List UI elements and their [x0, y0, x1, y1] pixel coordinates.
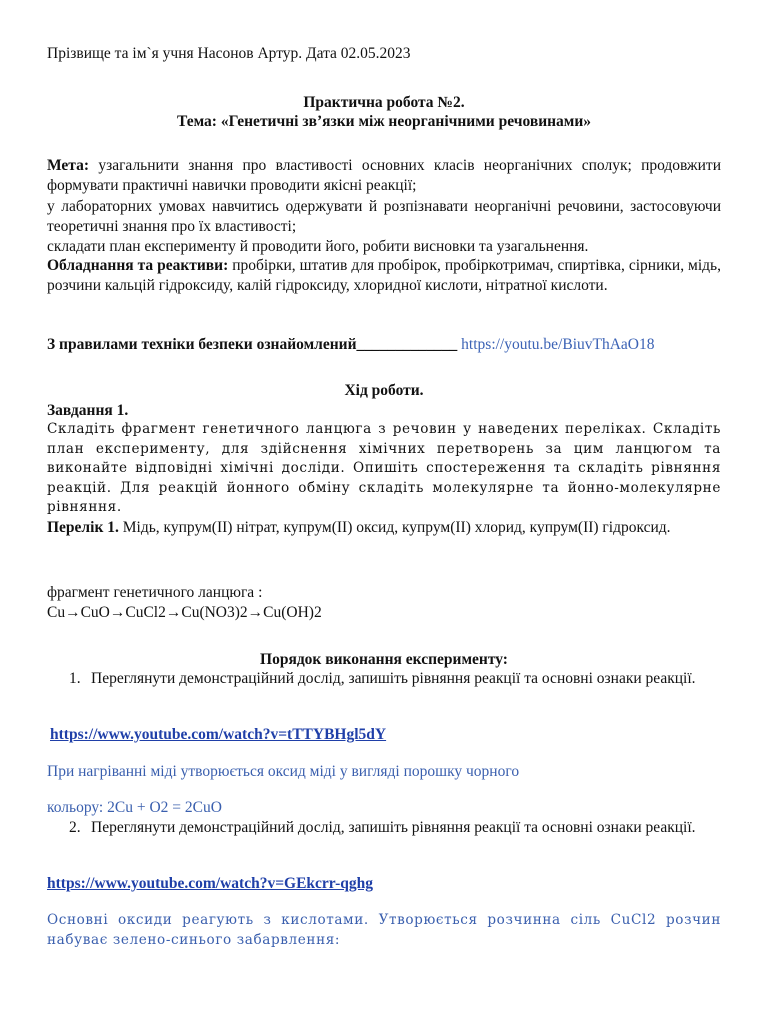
goal-line-2: у лабораторних умовах навчитись одержувати й розпізнавати неорганічні речовини, застосовуючи теоретичні знання про їх властивості; [47, 198, 721, 235]
safety-line [47, 335, 721, 355]
youtube-link-2[interactable]: https://www.youtube.com/watch?v=GEkcrr-qghg [47, 875, 374, 892]
task-text: Складіть фрагмент генетичного ланцюга з речовин у наведених переліках. Складіть план експерименту, для здійснення хімічних перетворень за цим ланцюгом та виконайте відповідні хімічні досліди. Опишіть спостереження та складіть рівняння реакцій. Для реакцій йонного обміну складіть молекулярне та йонно-молекулярне рівняння. [47, 421, 721, 516]
list-text: Мідь, купрум(ІІ) нітрат, купрум(ІІ) оксид, купрум(ІІ) хлорид, купрум(ІІ) гідроксид. [118, 519, 671, 536]
progress-heading: Хід роботи. [344, 382, 424, 399]
safety-link[interactable]: https://youtu.be/BiuvThAaO18 [461, 336, 655, 353]
link-1-line [50, 725, 724, 745]
goal-text: узагальнити знання про властивості основних класів неорганічних сполук; продовжити формувати практичні навички проводити якісні реакції; [47, 157, 721, 194]
list-paragraph [47, 518, 721, 538]
task-title: Завдання 1. [47, 402, 129, 419]
procedure-heading: Порядок виконання експерименту: [260, 651, 508, 668]
safety-text: З правилами техніки безпеки ознайомлений_____________ [47, 336, 458, 353]
goal-line-3: складати план експерименту й проводити його, робити висновки та узагальнення. [47, 238, 589, 255]
step-2-number: 2. [69, 819, 81, 836]
student-header: Прізвище та ім`я учня Насонов Артур. Дата 02.05.2023 [47, 45, 411, 62]
equipment-paragraph [47, 256, 721, 296]
observation-1-line-2: кольору: 2Cu + O2 = 2CuO [47, 799, 222, 816]
equipment-text: пробірки, штатив для пробірок, пробіркотримач, спиртівка, сірники, мідь, розчини кальцій гідроксиду, калій гідроксиду, хлоридної кислоти, нітратної кислоти. [47, 257, 721, 294]
step-2 [47, 818, 721, 858]
work-title: Практична робота №2. [303, 94, 465, 111]
observation-2: Основні оксиди реагують з кислотами. Утворюється розчинна сіль CuCl2 розчин набуває зелено-синього забарвлення: [47, 912, 721, 948]
step-1-text: Переглянути демонстраційний дослід, запишіть рівняння реакції та основні ознаки реакції. [91, 670, 696, 687]
step-1 [47, 669, 721, 709]
goal-paragraph [47, 156, 721, 196]
youtube-link-1[interactable]: https://www.youtube.com/watch?v=tTTYBHgl5dY [50, 726, 387, 743]
list-label: Перелік 1. [47, 519, 119, 536]
link-2-line [47, 874, 721, 894]
fragment-label: фрагмент генетичного ланцюга : [47, 584, 263, 601]
equipment-label: Обладнання та реактиви: [47, 257, 229, 274]
reaction-chain: Cu→CuO→CuCl2→Cu(NO3)2→Cu(OH)2 [47, 604, 322, 621]
goal-label: Мета: [47, 157, 90, 174]
step-1-number: 1. [69, 670, 81, 687]
topic-title: Тема: «Генетичні зв’язки між неорганічними речовинами» [176, 113, 592, 130]
observation-1-line-1: При нагріванні міді утворюється оксид міді у вигляді порошку чорного [47, 763, 520, 780]
step-2-text: Переглянути демонстраційний дослід, запишіть рівняння реакції та основні ознаки реакції. [91, 819, 696, 836]
